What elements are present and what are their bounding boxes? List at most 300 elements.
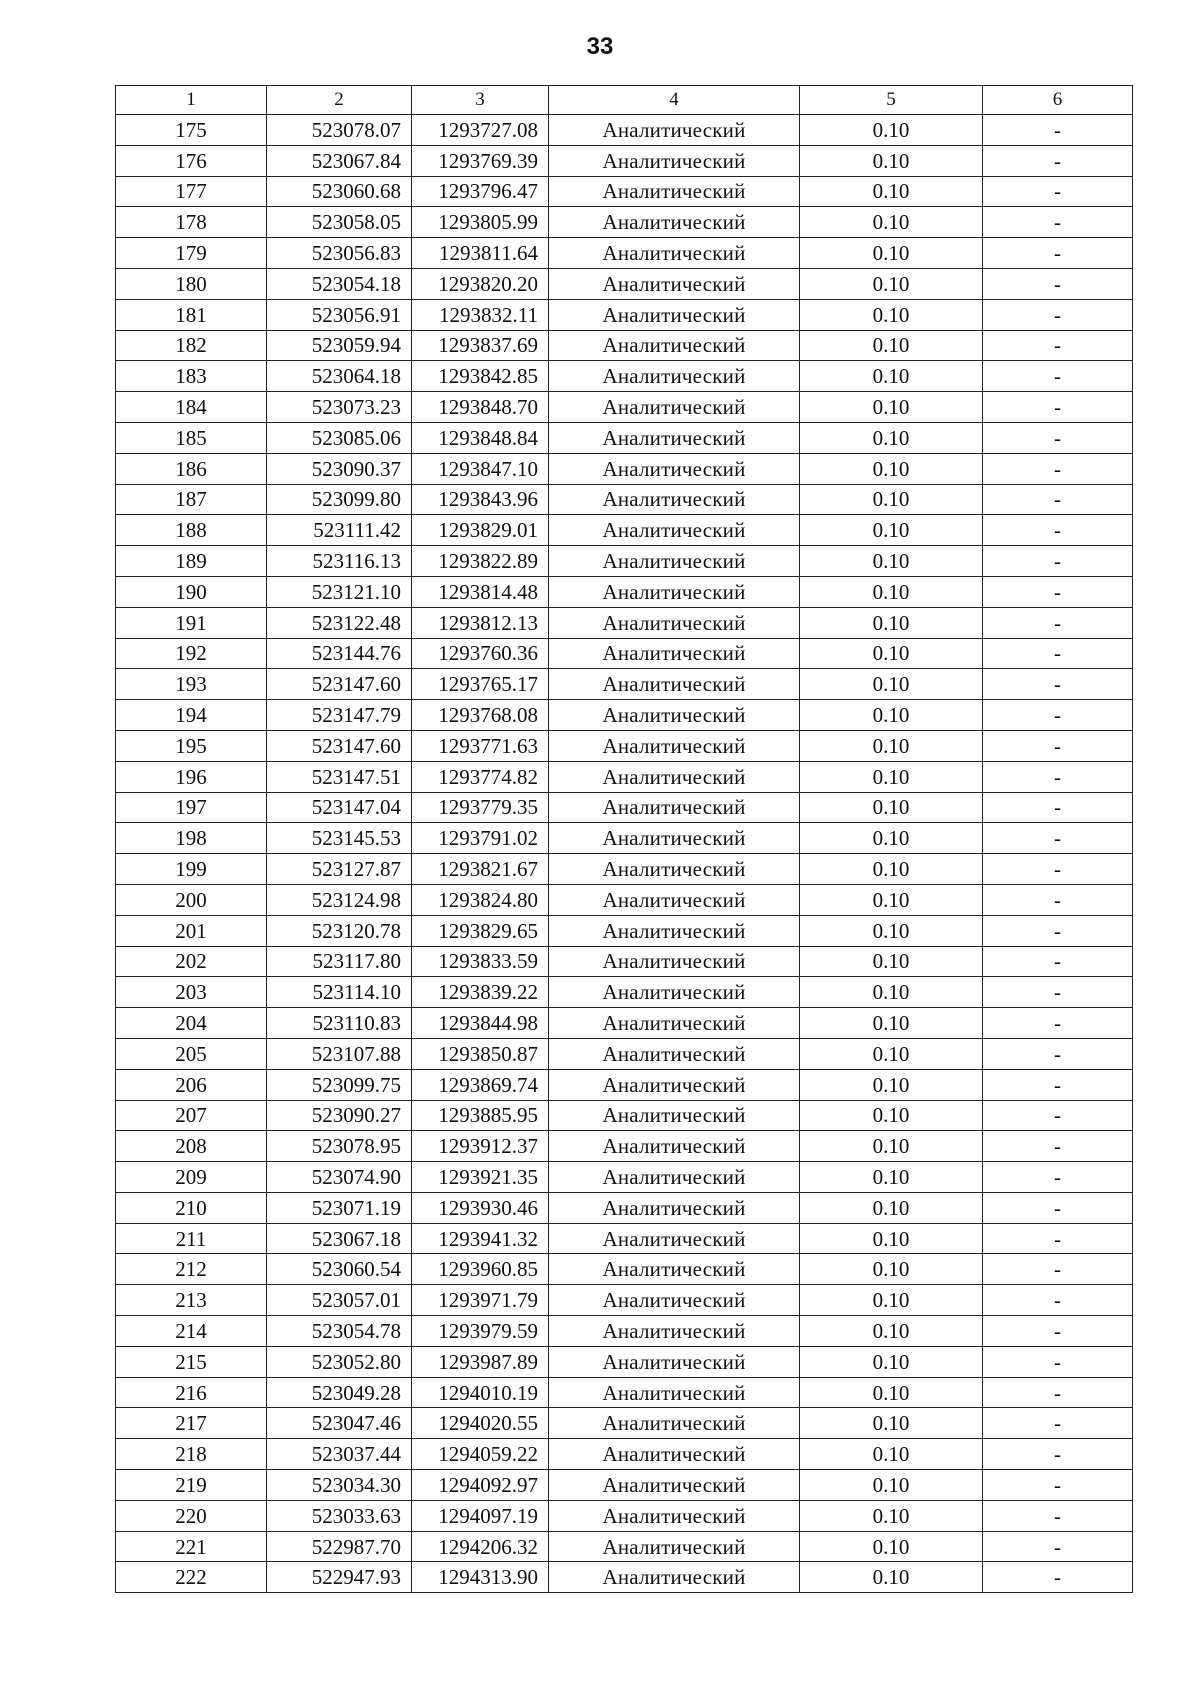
description-cell: - <box>983 1285 1133 1316</box>
y-coordinate-cell: 1293765.17 <box>412 669 549 700</box>
accuracy-cell: 0.10 <box>800 1439 983 1470</box>
point-number-cell: 209 <box>116 1162 267 1193</box>
method-cell: Аналитический <box>549 1316 800 1347</box>
x-coordinate-cell: 523099.80 <box>267 484 412 515</box>
method-cell: Аналитический <box>549 238 800 269</box>
y-coordinate-cell: 1294313.90 <box>412 1562 549 1593</box>
y-coordinate-cell: 1294092.97 <box>412 1470 549 1501</box>
description-cell: - <box>983 207 1133 238</box>
table-row <box>116 330 1133 361</box>
method-cell: Аналитический <box>549 392 800 423</box>
y-coordinate-cell: 1293805.99 <box>412 207 549 238</box>
y-coordinate-cell: 1294020.55 <box>412 1408 549 1439</box>
x-coordinate-cell: 523144.76 <box>267 638 412 669</box>
table-row <box>116 1008 1133 1039</box>
point-number-cell: 219 <box>116 1470 267 1501</box>
x-coordinate-cell: 523114.10 <box>267 977 412 1008</box>
table-row <box>116 1162 1133 1193</box>
point-number-cell: 203 <box>116 977 267 1008</box>
method-cell: Аналитический <box>549 1346 800 1377</box>
y-coordinate-cell: 1293930.46 <box>412 1192 549 1223</box>
method-cell: Аналитический <box>549 1131 800 1162</box>
x-coordinate-cell: 523107.88 <box>267 1038 412 1069</box>
table-row <box>116 145 1133 176</box>
description-cell: - <box>983 1408 1133 1439</box>
method-cell: Аналитический <box>549 515 800 546</box>
x-coordinate-cell: 523071.19 <box>267 1192 412 1223</box>
accuracy-cell: 0.10 <box>800 484 983 515</box>
table-row <box>116 176 1133 207</box>
accuracy-cell: 0.10 <box>800 361 983 392</box>
x-coordinate-cell: 523147.04 <box>267 792 412 823</box>
description-cell: - <box>983 1377 1133 1408</box>
x-coordinate-cell: 523047.46 <box>267 1408 412 1439</box>
y-coordinate-cell: 1293824.80 <box>412 884 549 915</box>
y-coordinate-cell: 1293843.96 <box>412 484 549 515</box>
accuracy-cell: 0.10 <box>800 1008 983 1039</box>
description-cell: - <box>983 915 1133 946</box>
column-header: 4 <box>549 86 800 115</box>
accuracy-cell: 0.10 <box>800 1531 983 1562</box>
y-coordinate-cell: 1293844.98 <box>412 1008 549 1039</box>
point-number-cell: 192 <box>116 638 267 669</box>
point-number-cell: 190 <box>116 576 267 607</box>
x-coordinate-cell: 523078.07 <box>267 115 412 146</box>
method-cell: Аналитический <box>549 1038 800 1069</box>
x-coordinate-cell: 523073.23 <box>267 392 412 423</box>
accuracy-cell: 0.10 <box>800 792 983 823</box>
x-coordinate-cell: 523064.18 <box>267 361 412 392</box>
point-number-cell: 195 <box>116 730 267 761</box>
point-number-cell: 200 <box>116 884 267 915</box>
point-number-cell: 179 <box>116 238 267 269</box>
x-coordinate-cell: 523110.83 <box>267 1008 412 1039</box>
point-number-cell: 205 <box>116 1038 267 1069</box>
accuracy-cell: 0.10 <box>800 700 983 731</box>
point-number-cell: 216 <box>116 1377 267 1408</box>
description-cell: - <box>983 238 1133 269</box>
table-row <box>116 854 1133 885</box>
accuracy-cell: 0.10 <box>800 1346 983 1377</box>
accuracy-cell: 0.10 <box>800 823 983 854</box>
table-row <box>116 761 1133 792</box>
method-cell: Аналитический <box>549 792 800 823</box>
description-cell: - <box>983 792 1133 823</box>
description-cell: - <box>983 361 1133 392</box>
accuracy-cell: 0.10 <box>800 1069 983 1100</box>
accuracy-cell: 0.10 <box>800 946 983 977</box>
description-cell: - <box>983 1223 1133 1254</box>
method-cell: Аналитический <box>549 1562 800 1593</box>
x-coordinate-cell: 523067.18 <box>267 1223 412 1254</box>
table-row <box>116 1192 1133 1223</box>
column-header: 3 <box>412 86 549 115</box>
y-coordinate-cell: 1293842.85 <box>412 361 549 392</box>
table-header-row <box>116 86 1133 115</box>
table-row <box>116 422 1133 453</box>
x-coordinate-cell: 523147.60 <box>267 730 412 761</box>
accuracy-cell: 0.10 <box>800 1470 983 1501</box>
table-row <box>116 1069 1133 1100</box>
y-coordinate-cell: 1293837.69 <box>412 330 549 361</box>
table-row <box>116 453 1133 484</box>
method-cell: Аналитический <box>549 453 800 484</box>
point-number-cell: 187 <box>116 484 267 515</box>
x-coordinate-cell: 523052.80 <box>267 1346 412 1377</box>
method-cell: Аналитический <box>549 115 800 146</box>
method-cell: Аналитический <box>549 1254 800 1285</box>
x-coordinate-cell: 523090.27 <box>267 1100 412 1131</box>
y-coordinate-cell: 1293833.59 <box>412 946 549 977</box>
description-cell: - <box>983 1192 1133 1223</box>
description-cell: - <box>983 115 1133 146</box>
x-coordinate-cell: 522987.70 <box>267 1531 412 1562</box>
accuracy-cell: 0.10 <box>800 330 983 361</box>
description-cell: - <box>983 638 1133 669</box>
description-cell: - <box>983 761 1133 792</box>
accuracy-cell: 0.10 <box>800 761 983 792</box>
description-cell: - <box>983 330 1133 361</box>
accuracy-cell: 0.10 <box>800 453 983 484</box>
description-cell: - <box>983 176 1133 207</box>
method-cell: Аналитический <box>549 1439 800 1470</box>
point-number-cell: 193 <box>116 669 267 700</box>
x-coordinate-cell: 523099.75 <box>267 1069 412 1100</box>
method-cell: Аналитический <box>549 422 800 453</box>
accuracy-cell: 0.10 <box>800 576 983 607</box>
method-cell: Аналитический <box>549 176 800 207</box>
y-coordinate-cell: 1293847.10 <box>412 453 549 484</box>
method-cell: Аналитический <box>549 145 800 176</box>
point-number-cell: 202 <box>116 946 267 977</box>
accuracy-cell: 0.10 <box>800 1038 983 1069</box>
accuracy-cell: 0.10 <box>800 1131 983 1162</box>
description-cell: - <box>983 422 1133 453</box>
column-header: 6 <box>983 86 1133 115</box>
y-coordinate-cell: 1293832.11 <box>412 299 549 330</box>
description-cell: - <box>983 1254 1133 1285</box>
y-coordinate-cell: 1293771.63 <box>412 730 549 761</box>
x-coordinate-cell: 523056.91 <box>267 299 412 330</box>
table-row <box>116 576 1133 607</box>
x-coordinate-cell: 523060.54 <box>267 1254 412 1285</box>
table-row <box>116 915 1133 946</box>
point-number-cell: 188 <box>116 515 267 546</box>
table-row <box>116 792 1133 823</box>
point-number-cell: 211 <box>116 1223 267 1254</box>
table-row <box>116 484 1133 515</box>
accuracy-cell: 0.10 <box>800 115 983 146</box>
description-cell: - <box>983 1100 1133 1131</box>
point-number-cell: 191 <box>116 607 267 638</box>
description-cell: - <box>983 1531 1133 1562</box>
table-row <box>116 1439 1133 1470</box>
y-coordinate-cell: 1293941.32 <box>412 1223 549 1254</box>
method-cell: Аналитический <box>549 268 800 299</box>
method-cell: Аналитический <box>549 915 800 946</box>
table-row <box>116 1223 1133 1254</box>
point-number-cell: 204 <box>116 1008 267 1039</box>
accuracy-cell: 0.10 <box>800 238 983 269</box>
description-cell: - <box>983 576 1133 607</box>
method-cell: Аналитический <box>549 1192 800 1223</box>
x-coordinate-cell: 523147.60 <box>267 669 412 700</box>
point-number-cell: 183 <box>116 361 267 392</box>
point-number-cell: 197 <box>116 792 267 823</box>
point-number-cell: 207 <box>116 1100 267 1131</box>
accuracy-cell: 0.10 <box>800 1408 983 1439</box>
table-row <box>116 1470 1133 1501</box>
description-cell: - <box>983 607 1133 638</box>
method-cell: Аналитический <box>549 669 800 700</box>
x-coordinate-cell: 523056.83 <box>267 238 412 269</box>
x-coordinate-cell: 523111.42 <box>267 515 412 546</box>
accuracy-cell: 0.10 <box>800 607 983 638</box>
x-coordinate-cell: 523147.79 <box>267 700 412 731</box>
y-coordinate-cell: 1293821.67 <box>412 854 549 885</box>
y-coordinate-cell: 1293779.35 <box>412 792 549 823</box>
table-body <box>116 115 1133 1593</box>
accuracy-cell: 0.10 <box>800 1285 983 1316</box>
point-number-cell: 180 <box>116 268 267 299</box>
x-coordinate-cell: 523058.05 <box>267 207 412 238</box>
table-row <box>116 515 1133 546</box>
y-coordinate-cell: 1293829.65 <box>412 915 549 946</box>
table-row <box>116 392 1133 423</box>
table-row <box>116 977 1133 1008</box>
table-row <box>116 730 1133 761</box>
table-row <box>116 823 1133 854</box>
description-cell: - <box>983 453 1133 484</box>
table-row <box>116 115 1133 146</box>
y-coordinate-cell: 1293814.48 <box>412 576 549 607</box>
description-cell: - <box>983 1069 1133 1100</box>
description-cell: - <box>983 1439 1133 1470</box>
method-cell: Аналитический <box>549 207 800 238</box>
point-number-cell: 206 <box>116 1069 267 1100</box>
method-cell: Аналитический <box>549 330 800 361</box>
method-cell: Аналитический <box>549 1377 800 1408</box>
table-row <box>116 1531 1133 1562</box>
x-coordinate-cell: 523060.68 <box>267 176 412 207</box>
accuracy-cell: 0.10 <box>800 546 983 577</box>
accuracy-cell: 0.10 <box>800 977 983 1008</box>
table-row <box>116 1100 1133 1131</box>
y-coordinate-cell: 1293811.64 <box>412 238 549 269</box>
x-coordinate-cell: 523059.94 <box>267 330 412 361</box>
y-coordinate-cell: 1293921.35 <box>412 1162 549 1193</box>
point-number-cell: 184 <box>116 392 267 423</box>
description-cell: - <box>983 730 1133 761</box>
description-cell: - <box>983 484 1133 515</box>
table-row <box>116 1562 1133 1593</box>
point-number-cell: 178 <box>116 207 267 238</box>
point-number-cell: 222 <box>116 1562 267 1593</box>
method-cell: Аналитический <box>549 1470 800 1501</box>
x-coordinate-cell: 523054.18 <box>267 268 412 299</box>
x-coordinate-cell: 523057.01 <box>267 1285 412 1316</box>
y-coordinate-cell: 1293971.79 <box>412 1285 549 1316</box>
table-row <box>116 361 1133 392</box>
x-coordinate-cell: 523116.13 <box>267 546 412 577</box>
point-number-cell: 198 <box>116 823 267 854</box>
description-cell: - <box>983 1562 1133 1593</box>
accuracy-cell: 0.10 <box>800 730 983 761</box>
x-coordinate-cell: 523147.51 <box>267 761 412 792</box>
point-number-cell: 213 <box>116 1285 267 1316</box>
method-cell: Аналитический <box>549 1500 800 1531</box>
accuracy-cell: 0.10 <box>800 1316 983 1347</box>
method-cell: Аналитический <box>549 1008 800 1039</box>
y-coordinate-cell: 1293812.13 <box>412 607 549 638</box>
description-cell: - <box>983 669 1133 700</box>
point-number-cell: 199 <box>116 854 267 885</box>
accuracy-cell: 0.10 <box>800 915 983 946</box>
y-coordinate-cell: 1293768.08 <box>412 700 549 731</box>
accuracy-cell: 0.10 <box>800 1377 983 1408</box>
table-row <box>116 1131 1133 1162</box>
column-header: 1 <box>116 86 267 115</box>
accuracy-cell: 0.10 <box>800 1100 983 1131</box>
table-row <box>116 1254 1133 1285</box>
method-cell: Аналитический <box>549 361 800 392</box>
y-coordinate-cell: 1294097.19 <box>412 1500 549 1531</box>
x-coordinate-cell: 523078.95 <box>267 1131 412 1162</box>
x-coordinate-cell: 523120.78 <box>267 915 412 946</box>
x-coordinate-cell: 523085.06 <box>267 422 412 453</box>
description-cell: - <box>983 1500 1133 1531</box>
column-header: 2 <box>267 86 412 115</box>
table-row <box>116 638 1133 669</box>
y-coordinate-cell: 1293850.87 <box>412 1038 549 1069</box>
x-coordinate-cell: 523034.30 <box>267 1470 412 1501</box>
y-coordinate-cell: 1294010.19 <box>412 1377 549 1408</box>
point-number-cell: 181 <box>116 299 267 330</box>
table-row <box>116 700 1133 731</box>
x-coordinate-cell: 523127.87 <box>267 854 412 885</box>
method-cell: Аналитический <box>549 484 800 515</box>
table-row <box>116 1316 1133 1347</box>
method-cell: Аналитический <box>549 299 800 330</box>
x-coordinate-cell: 523033.63 <box>267 1500 412 1531</box>
point-number-cell: 182 <box>116 330 267 361</box>
description-cell: - <box>983 1470 1133 1501</box>
method-cell: Аналитический <box>549 1408 800 1439</box>
table-row <box>116 1408 1133 1439</box>
x-coordinate-cell: 522947.93 <box>267 1562 412 1593</box>
method-cell: Аналитический <box>549 576 800 607</box>
accuracy-cell: 0.10 <box>800 207 983 238</box>
y-coordinate-cell: 1294059.22 <box>412 1439 549 1470</box>
point-number-cell: 215 <box>116 1346 267 1377</box>
y-coordinate-cell: 1293791.02 <box>412 823 549 854</box>
description-cell: - <box>983 884 1133 915</box>
y-coordinate-cell: 1293769.39 <box>412 145 549 176</box>
point-number-cell: 194 <box>116 700 267 731</box>
point-number-cell: 175 <box>116 115 267 146</box>
table-row <box>116 1346 1133 1377</box>
y-coordinate-cell: 1293822.89 <box>412 546 549 577</box>
point-number-cell: 214 <box>116 1316 267 1347</box>
x-coordinate-cell: 523145.53 <box>267 823 412 854</box>
y-coordinate-cell: 1293987.89 <box>412 1346 549 1377</box>
accuracy-cell: 0.10 <box>800 1192 983 1223</box>
y-coordinate-cell: 1293829.01 <box>412 515 549 546</box>
accuracy-cell: 0.10 <box>800 1254 983 1285</box>
table-row <box>116 1377 1133 1408</box>
y-coordinate-cell: 1293839.22 <box>412 977 549 1008</box>
method-cell: Аналитический <box>549 1285 800 1316</box>
y-coordinate-cell: 1293979.59 <box>412 1316 549 1347</box>
y-coordinate-cell: 1293760.36 <box>412 638 549 669</box>
point-number-cell: 201 <box>116 915 267 946</box>
accuracy-cell: 0.10 <box>800 422 983 453</box>
table-row <box>116 669 1133 700</box>
point-number-cell: 212 <box>116 1254 267 1285</box>
description-cell: - <box>983 145 1133 176</box>
method-cell: Аналитический <box>549 546 800 577</box>
accuracy-cell: 0.10 <box>800 884 983 915</box>
accuracy-cell: 0.10 <box>800 299 983 330</box>
description-cell: - <box>983 1346 1133 1377</box>
x-coordinate-cell: 523117.80 <box>267 946 412 977</box>
y-coordinate-cell: 1293960.85 <box>412 1254 549 1285</box>
y-coordinate-cell: 1293774.82 <box>412 761 549 792</box>
x-coordinate-cell: 523121.10 <box>267 576 412 607</box>
table-row <box>116 207 1133 238</box>
point-number-cell: 210 <box>116 1192 267 1223</box>
y-coordinate-cell: 1293796.47 <box>412 176 549 207</box>
point-number-cell: 220 <box>116 1500 267 1531</box>
method-cell: Аналитический <box>549 638 800 669</box>
table-row <box>116 884 1133 915</box>
x-coordinate-cell: 523054.78 <box>267 1316 412 1347</box>
x-coordinate-cell: 523124.98 <box>267 884 412 915</box>
y-coordinate-cell: 1294206.32 <box>412 1531 549 1562</box>
accuracy-cell: 0.10 <box>800 515 983 546</box>
accuracy-cell: 0.10 <box>800 1162 983 1193</box>
x-coordinate-cell: 523067.84 <box>267 145 412 176</box>
table-row <box>116 299 1133 330</box>
method-cell: Аналитический <box>549 1162 800 1193</box>
point-number-cell: 176 <box>116 145 267 176</box>
method-cell: Аналитический <box>549 607 800 638</box>
method-cell: Аналитический <box>549 884 800 915</box>
method-cell: Аналитический <box>549 730 800 761</box>
method-cell: Аналитический <box>549 1531 800 1562</box>
method-cell: Аналитический <box>549 823 800 854</box>
description-cell: - <box>983 546 1133 577</box>
x-coordinate-cell: 523122.48 <box>267 607 412 638</box>
description-cell: - <box>983 1038 1133 1069</box>
point-number-cell: 208 <box>116 1131 267 1162</box>
y-coordinate-cell: 1293848.84 <box>412 422 549 453</box>
method-cell: Аналитический <box>549 761 800 792</box>
method-cell: Аналитический <box>549 1100 800 1131</box>
point-number-cell: 217 <box>116 1408 267 1439</box>
x-coordinate-cell: 523074.90 <box>267 1162 412 1193</box>
point-number-cell: 189 <box>116 546 267 577</box>
description-cell: - <box>983 1162 1133 1193</box>
y-coordinate-cell: 1293912.37 <box>412 1131 549 1162</box>
accuracy-cell: 0.10 <box>800 392 983 423</box>
description-cell: - <box>983 823 1133 854</box>
method-cell: Аналитический <box>549 1069 800 1100</box>
description-cell: - <box>983 392 1133 423</box>
description-cell: - <box>983 268 1133 299</box>
point-number-cell: 186 <box>116 453 267 484</box>
y-coordinate-cell: 1293869.74 <box>412 1069 549 1100</box>
